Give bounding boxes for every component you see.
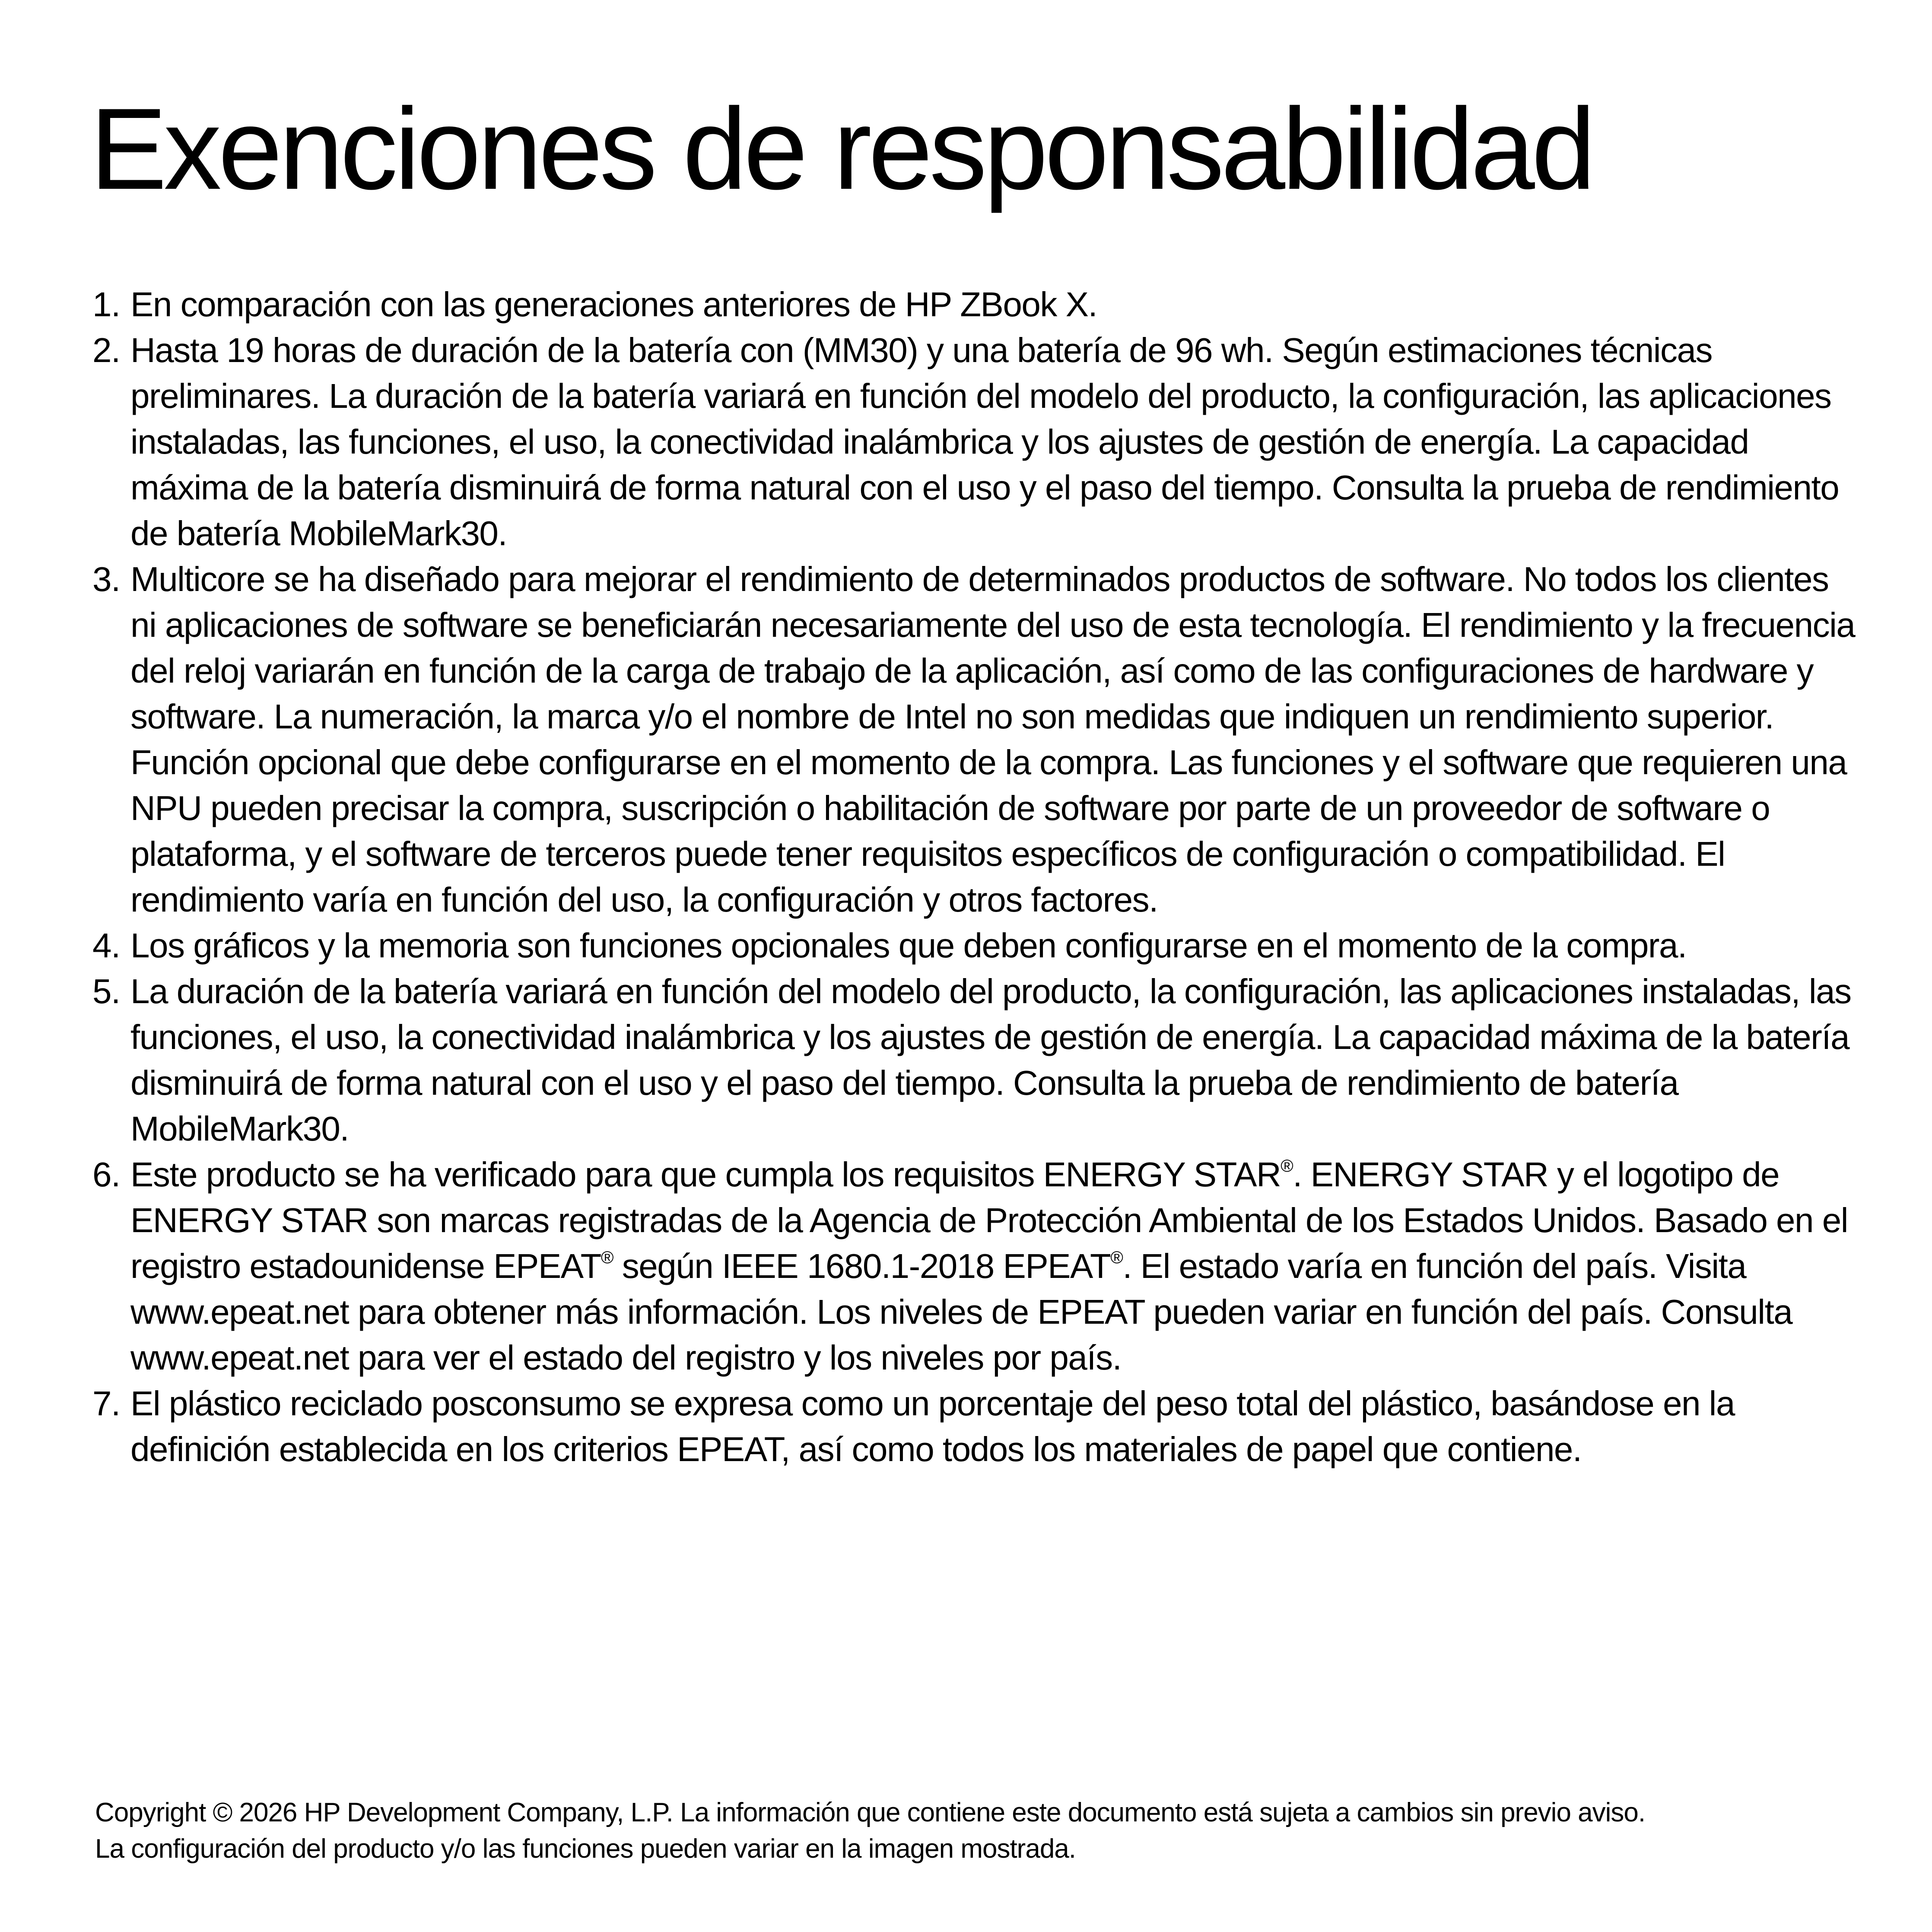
item-number: 1. bbox=[92, 285, 120, 324]
disclaimer-list bbox=[92, 282, 1855, 1472]
item-number: 4. bbox=[92, 926, 120, 965]
item-text-b: . ENERGY STAR y el logotipo de ENERGY STAR son marcas registradas de la Agencia de Protección Ambiental de los Estados Unidos. Basado en el registro estadounidense EPEAT bbox=[130, 1155, 1848, 1285]
registered-mark: ® bbox=[1281, 1157, 1293, 1176]
item-text: El plástico reciclado posconsumo se expresa como un porcentaje del peso total del plástico, basándose en la definición establecida en los criterios EPEAT, así como todos los materiales de papel que contiene. bbox=[130, 1384, 1735, 1468]
item-number: 2. bbox=[92, 331, 120, 369]
item-text: La duración de la batería variará en función del modelo del producto, la configuración, las aplicaciones instaladas, las funciones, el uso, la conectividad inalámbrica y los ajustes de gestión de energía. La capacidad máxima de la batería disminuirá de forma natural con el uso y el paso del tiempo. Consulta la prueba de rendimiento de batería MobileMark30. bbox=[130, 972, 1851, 1148]
registered-mark: ® bbox=[601, 1248, 613, 1267]
item-text: Hasta 19 horas de duración de la batería con (MM30) y una batería de 96 wh. Según estimaciones técnicas preliminares. La duración de la batería variará en función del modelo del producto, la configuración, las aplicaciones instaladas, las funciones, el uso, la conectividad inalámbrica y los ajustes de gestión de energía. La capacidad máxima de la batería disminuirá de forma natural con el uso y el paso del tiempo. Consulta la prueba de rendimiento de batería MobileMark30. bbox=[130, 331, 1839, 553]
item-number: 6. bbox=[92, 1155, 120, 1194]
copyright-line: Copyright © 2026 HP Development Company, L.P. La información que contiene este documento está sujeta a cambios sin previo aviso. bbox=[95, 1798, 1646, 1827]
disclaimer-item-4 bbox=[92, 923, 1855, 969]
item-text-d: . El estado varía en función del país. Visita www.epeat.net para obtener más información. Los niveles de EPEAT pueden variar en función del país. Consulta www.epeat.net para ver el estado del registro y los niveles por país. bbox=[130, 1247, 1792, 1377]
disclaimer-item-1 bbox=[92, 282, 1855, 327]
item-text-a: Este producto se ha verificado para que cumpla los requisitos ENERGY STAR bbox=[130, 1155, 1281, 1194]
item-number: 7. bbox=[92, 1384, 120, 1423]
configuration-note: La configuración del producto y/o las funciones pueden variar en la imagen mostrada. bbox=[95, 1834, 1076, 1864]
disclaimer-item-6 bbox=[92, 1152, 1855, 1381]
item-text: Los gráficos y la memoria son funciones opcionales que deben configurarse en el momento de la compra. bbox=[130, 926, 1687, 965]
item-text: En comparación con las generaciones anteriores de HP ZBook X. bbox=[130, 285, 1097, 324]
item-text-c: según IEEE 1680.1-2018 EPEAT bbox=[613, 1247, 1111, 1285]
disclaimer-item-7 bbox=[92, 1381, 1855, 1472]
registered-mark: ® bbox=[1110, 1248, 1123, 1267]
disclaimer-item-2 bbox=[92, 327, 1855, 556]
item-text: Multicore se ha diseñado para mejorar el rendimiento de determinados productos de software. No todos los clientes ni aplicaciones de software se beneficiarán necesariamente del uso de esta tecnología. El rendimiento y la frecuencia del reloj variarán en función de la carga de trabajo de la aplicación, así como de las configuraciones de hardware y software. La numeración, la marca y/o el nombre de Intel no son medidas que indiquen un rendimiento superior. Función opcional que debe configurarse en el momento de la compra. Las funciones y el software que requieren una NPU pueden precisar la compra, suscripción o habilitación de software por parte de un proveedor de software o plataforma, y el software de terceros puede tener requisitos específicos de configuración o compatibilidad. El rendimiento varía en función del uso, la configuración y otros factores. bbox=[130, 560, 1855, 919]
page-title: Exenciones de responsabilidad bbox=[90, 84, 1592, 213]
disclaimer-item-5 bbox=[92, 969, 1855, 1152]
copyright-footer bbox=[95, 1795, 1858, 1867]
disclaimer-item-3 bbox=[92, 556, 1855, 923]
item-number: 5. bbox=[92, 972, 120, 1010]
item-number: 3. bbox=[92, 560, 120, 598]
